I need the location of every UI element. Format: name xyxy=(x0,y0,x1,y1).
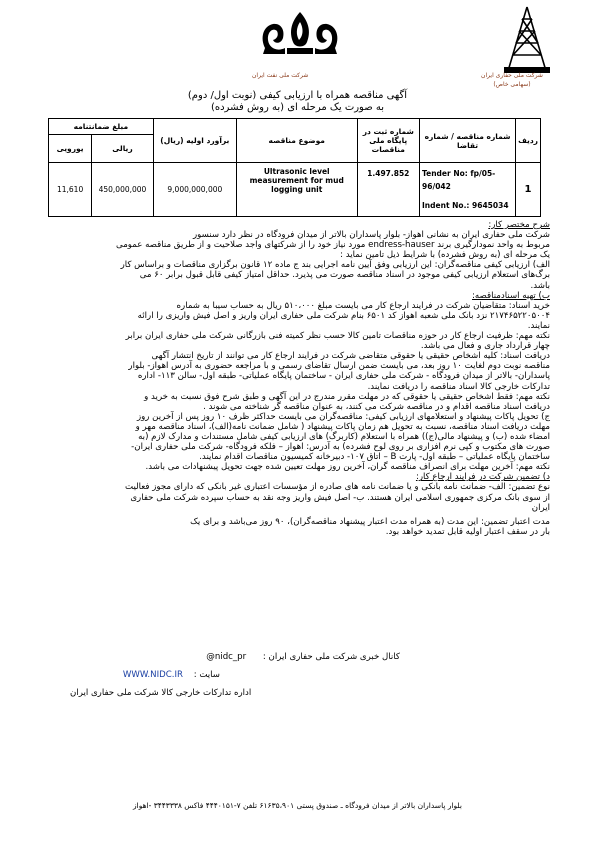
site-line xyxy=(70,670,220,680)
footer-address: بلوار پاسداران بالاتر از میدان فرودگاه ـ صندوق پستی ۶۱۶۳۵،۹۰۱ تلفن ۷-۴۴۴۰۱۵۱ فاکس ۳۴۴۳۳۳۸ -اهواز xyxy=(132,801,462,810)
nidc-logo xyxy=(498,5,556,75)
channel-label: کانال خبری شرکت ملی حفاری ایران : xyxy=(262,652,400,662)
body-line: نمایند. xyxy=(527,320,550,331)
body-line: صورت هاى مکتوب و کپی نرم افزاری بر روی لوح فشرده) به آدرس: اهواز – فلکه فرودگاه- شرکت ملی حفاری ایران- xyxy=(131,442,550,453)
indent-no: Indent No.: 9645034 xyxy=(422,201,509,210)
body-line: پاسداران- بالاتر از میدان فرودگاه - شرکت ملی حفاری ایران - ساختمان پایگاه عملیاتی- طبقه اول- سالن ۱۱۳- اداره xyxy=(137,371,550,382)
body-line: بار در سقف اعتبار اولیه قابل تمدید خواهد بود. xyxy=(385,526,550,537)
body-line: ساختمان پایگاه عملیاتی – طبقه اول- پارت B – اتاق ۱۰۷- دبیرخانه کمیسیون مناقصات اقدام نمایند. xyxy=(199,452,550,463)
body-line: چهار قرارداد جاری و فعال می باشد. xyxy=(420,341,550,352)
row-num: 1 xyxy=(516,163,541,217)
table-row xyxy=(49,163,541,217)
body-line: امضاء شده (ب) و پیشنهاد مالی(ج)) همراه با استعلام (کاربرگ) های ارزیابی کیفی شامل مستندات و مدارک لازم (به xyxy=(138,431,550,442)
nioc-caption: شرکت ملی نفت ایران xyxy=(252,72,309,79)
site-label: سایت : xyxy=(193,670,220,680)
body-line: ج) تحویل پاکات پیشنهاد و استعلامهای ارزیابی کیفی: مناقصه‌گران می بایست حداکثر ظرف ۱۰ روز پس از آخرین روز xyxy=(137,411,550,422)
body-line: دریافت اسناد مناقصه اقدام و در مناقصه شرکت می کنند، به عنوان مناقصه گر شناخته می شوند . xyxy=(203,401,550,412)
nidc-caption-sub: (سهامی خاص) xyxy=(493,81,531,88)
subject-cell: Ultrasonic level measurement for mud logging unit xyxy=(236,163,357,217)
col-subject: موضوع مناقصه xyxy=(236,119,357,163)
body-line: مربوط به واحد نمودارگیری برند endress-hauser مورد نیاز خود را از شرکتهای واجد صلاحیت و از طریق مناقصه عمومی xyxy=(116,240,550,251)
body-line: ایران xyxy=(531,502,550,513)
col-row: ردیف xyxy=(516,119,541,163)
tender-no: Tender No: fp/05-96/042 xyxy=(422,169,496,191)
body-line: نکته مهم: فقط اشخاص حقیقی یا حقوقی که در مهلت مقرر مندرج در این آگهی و طبق شرح فوق نسبت به خرید و xyxy=(144,391,550,402)
euro-cell: 11,610 xyxy=(49,163,92,217)
estimate-cell: 9,000,000,000 xyxy=(153,163,236,217)
col-reg: شماره ثبت در پایگاه ملی مناقصات xyxy=(357,119,419,163)
tender-table xyxy=(48,118,541,217)
section-summary-heading: شرح مختصر کار: xyxy=(488,220,550,230)
channel-line xyxy=(70,652,400,662)
reg-no: 1.497.852 xyxy=(357,163,419,217)
body-line: یک مرحله ای (به روش فشرده) با شرایط ذیل تامین نماید : xyxy=(340,250,550,261)
nioc-logo xyxy=(255,8,345,66)
site-link[interactable]: WWW.NIDC.IR xyxy=(122,670,183,680)
body-line: نوع تضمین: الف- ضمانت نامه بانکی و یا ضمانت نامه های صادره از مؤسسات اعتباری غیر بانکی که دارای مجوز فعالیت xyxy=(125,482,550,493)
col-rial: ریالی xyxy=(92,135,154,163)
body-line: نکته مهم: ظرفیت ارجاع کار در حوزه مناقصات تامین کالا حسب نظر کمیته فنی بازرگانی شرکت ملی حفاری ایران برابر xyxy=(125,331,550,342)
tender-cell xyxy=(420,163,516,217)
body-line: خرید اسناد: متقاضیان شرکت در فرایند ارجاع کار می بایست مبلغ ۵۱۰،۰۰۰ ریال به حساب سیبا به شماره xyxy=(176,300,550,311)
body-line: مناقصه نوبت دوم لغایت ۱۰ روز بعد، می بایست ضمن ارسال تقاضای رسمی و با مراجعه حضوری به آدرس اهواز- بلوار xyxy=(128,361,550,372)
body-line: باشد. xyxy=(530,280,550,291)
body-line: شرکت ملی حفاری ایران به نشانی اهواز- بلوار پاسداران بالاتر از میدان فرودگاه در نظر دارد سنسور xyxy=(193,230,550,241)
col-tender: شماره مناقصه / شماره تقاضا xyxy=(420,119,516,163)
body-line: الف) ارزیابی کیفی مناقصه‌گران: این ارزیابی وفق آیین نامه اجرایی بند ج ماده ۱۲ قانون برگزاری مناقصات و براساس کار xyxy=(120,260,550,271)
col-estimate: برآورد اولیه (ریال) xyxy=(153,119,236,163)
body-line: تدارکات خارجی کالا اسناد مناقصه را دریافت نمایند. xyxy=(367,381,550,392)
page-title: آگهی مناقصه همراه با ارزیابی کیفی (نوبت اول/ دوم) xyxy=(187,90,408,101)
notice-body xyxy=(45,220,550,537)
rial-cell: 450,000,000 xyxy=(92,163,154,217)
body-line: ۲۱۷۴۶۵۲۲۰۵۰۰۴ نزد بانک ملی شعبه اهواز کد ۶۵۰۱ بنام شرکت ملی حفاری ایران واریز و اصل فیش واریزی را ارائه xyxy=(137,310,550,321)
section-guarantee-heading: د) تضمین شرکت در فرایند ارجاع کار: xyxy=(415,472,550,483)
nidc-caption: شرکت ملی حفاری ایران xyxy=(481,72,543,79)
dept-line: اداره تدارکات خارجی کالا شرکت ملی حفاری ایران xyxy=(70,688,252,698)
col-euro: یورویی xyxy=(49,135,92,163)
channel-id[interactable]: @nidc_pr xyxy=(206,652,247,662)
col-guarantee: مبلغ ضمانتنامه xyxy=(49,119,154,135)
page-subtitle: به صورت یک مرحله ای (به روش فشرده) xyxy=(210,102,385,113)
body-line: نکته مهم: آخرین مهلت برای انصراف مناقصه گران، آخرین روز مهلت تعیین شده جهت تحویل پیشنهادات می باشد. xyxy=(145,462,550,473)
section-documents-heading: ب) تهیه اسنادمناقصه: xyxy=(472,290,550,301)
body-line: برگ‌های استعلام ارزیابی کیفی موجود در اسناد مناقصه صورت می پذیرد. حداقل امتیاز کیفی قابل قبول برابر ۶۰ می xyxy=(139,270,550,281)
body-line: دریافت اسناد: کلیه اشخاص حقیقی یا حقوقی متقاضی شرکت در فرایند ارجاع کار می توانند از تاریخ انتشار آگهی xyxy=(151,351,550,362)
body-line: مهلت دریافت اسناد مناقصه، نسبت به تحویل هم زمان پاکات پیشنهاد ( شامل ضمانت نامه(الف)، اسناد مناقصه مهر و xyxy=(135,421,550,432)
body-line: مدت اعتبار تضمین: این مدت (به همراه مدت اعتبار پیشنهاد مناقصه‌گران)، ۹۰ روز می‌باشد و برای یک xyxy=(190,516,550,527)
body-line: از سوی بانک مرکزی جمهوری اسلامی ایران هستند. ب- اصل فیش واریز وجه نقد به حساب سپرده شرکت ملی حفاری xyxy=(130,492,550,503)
